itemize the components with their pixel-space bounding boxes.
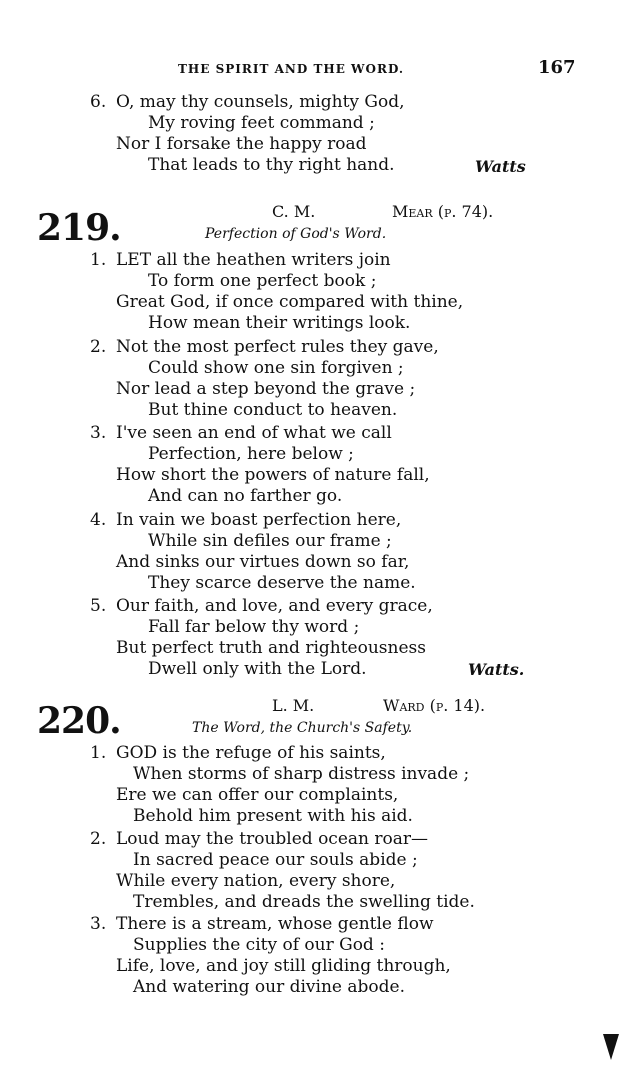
verse-line: Fall far below thy word ; [148,617,360,637]
verse-line: While sin defiles our frame ; [148,531,392,551]
verse-line: In sacred peace our souls abide ; [133,850,418,870]
verse-line: Perfection, here below ; [148,444,354,464]
verse-line: That leads to thy right hand. [148,155,395,175]
running-title: THE SPIRIT AND THE WORD. [178,62,405,76]
verse-line: In vain we boast perfection here, [116,510,402,530]
verse-line: GOD is the refuge of his saints, [116,743,386,763]
verse-line: Not the most perfect rules they gave, [116,337,439,357]
verse-line: Supplies the city of our God : [133,935,385,955]
verse-line: But perfect truth and righteousness [116,638,426,658]
stanza-number: 5. [90,596,107,616]
printer-mark [603,1034,619,1060]
page-number: 167 [538,57,576,78]
verse-line: To form one perfect book ; [148,271,377,291]
verse-line: Life, love, and joy still gliding through, [116,956,451,976]
stanza-number: 1. [90,743,107,763]
verse-line: Loud may the troubled ocean roar— [116,829,429,849]
verse-line: But thine conduct to heaven. [148,400,398,420]
verse-line: Could show one sin forgiven ; [148,358,404,378]
stanza-number: 6. [90,92,107,112]
hymn-meter: C. M. [272,202,316,221]
verse-line: O, may thy counsels, mighty God, [116,92,405,112]
hymn-number: 220. [37,700,121,742]
verse-line: I've seen an end of what we call [116,423,392,443]
verse-line: Our faith, and love, and every grace, [116,596,433,616]
verse-line: How mean their writings look. [148,313,411,333]
hymn-tune: Ward (p. 14). [383,696,486,715]
verse-line: How short the powers of nature fall, [116,465,430,485]
stanza-number: 3. [90,423,107,443]
hymn-tune: Mear (p. 74). [392,202,494,221]
verse-line: Nor lead a step beyond the grave ; [116,379,416,399]
author-attribution: Watts. [468,660,525,679]
verse-line: Behold him present with his aid. [133,806,413,826]
author-attribution: Watts [475,157,526,176]
stanza-number: 2. [90,829,107,849]
verse-line: And sinks our virtues down so far, [116,552,410,572]
verse-line: They scarce deserve the name. [148,573,416,593]
verse-line: My roving feet command ; [148,113,375,133]
stanza-number: 2. [90,337,107,357]
verse-line: Nor I forsake the happy road [116,134,367,154]
verse-line: LET all the heathen writers join [116,250,391,270]
hymn-title: Perfection of God's Word. [205,226,387,242]
verse-line: Ere we can offer our complaints, [116,785,399,805]
verse-line: Dwell only with the Lord. [148,659,367,679]
stanza-number: 3. [90,914,107,934]
verse-line: While every nation, every shore, [116,871,396,891]
verse-line: And watering our divine abode. [133,977,405,997]
verse-line: There is a stream, whose gentle flow [116,914,434,934]
verse-line: Trembles, and dreads the swelling tide. [133,892,475,912]
verse-line: When storms of sharp distress invade ; [133,764,470,784]
hymn-meter: L. M. [272,696,315,715]
hymn-title: The Word, the Church's Safety. [192,720,413,736]
stanza-number: 4. [90,510,107,530]
hymn-number: 219. [37,207,121,249]
verse-line: And can no farther go. [148,486,343,506]
stanza-number: 1. [90,250,107,270]
verse-line: Great God, if once compared with thine, [116,292,464,312]
